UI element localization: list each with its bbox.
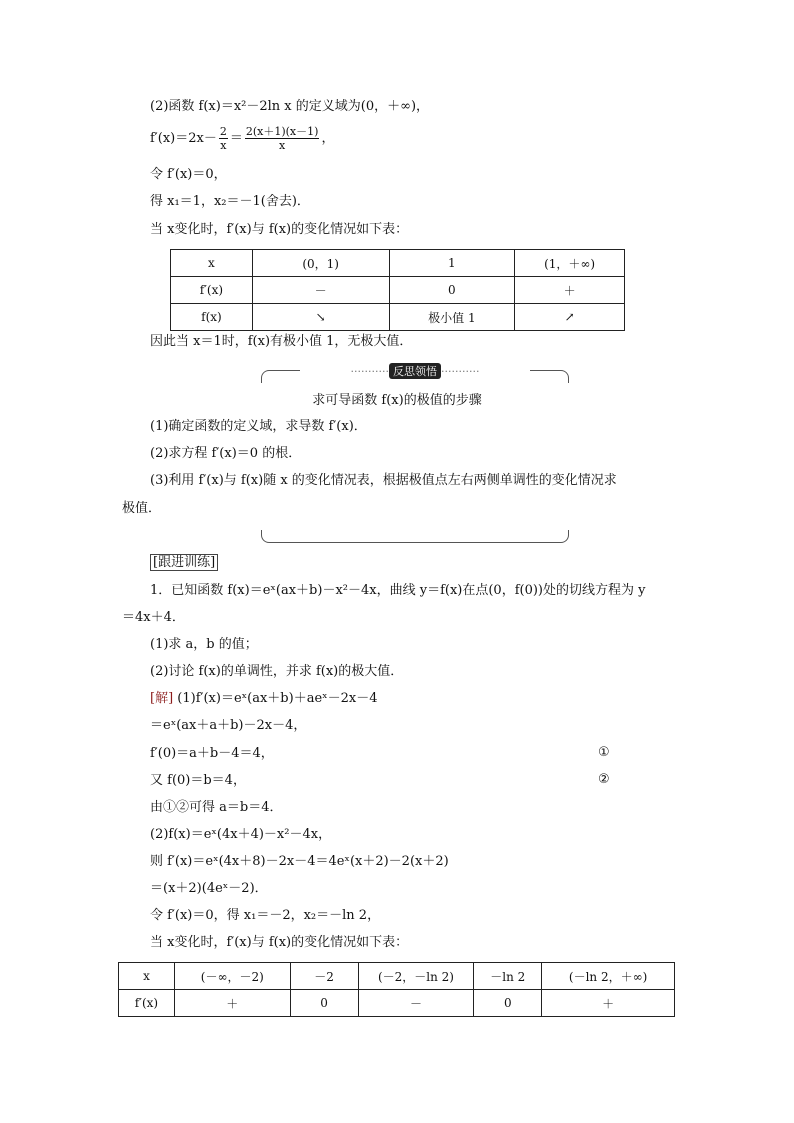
text-line: (2)函数 f(x)＝x²－2ln x 的定义域为(0，＋∞)， [150,99,430,114]
table-cell: x [119,963,175,990]
equation-number: ① [598,745,610,760]
reflection-title: 求可导函数 f(x)的极值的步骤 [312,393,482,408]
text-line: 极值． [122,501,162,516]
solution-line [150,690,378,708]
table-cell: －2 [290,963,358,990]
table-cell: (－ln 2，＋∞) [542,963,675,990]
variation-table-2 [118,962,675,1017]
table-cell: f′(x) [171,277,253,304]
text-line: 因此当 x＝1时，f(x)有极小值 1，无极大值． [150,334,413,349]
text-line: 令 f′(x)＝0， [150,167,227,182]
table-row [119,990,675,1017]
text-line: 得 x₁＝1，x₂＝－1(舍去)． [150,194,310,209]
table-cell: － [358,990,474,1017]
text-line: ＝4x＋4． [122,610,185,625]
variation-table-1 [170,249,625,331]
section-header-label: [跟进训练] [150,554,218,571]
table-cell: 0 [290,990,358,1017]
derivative-prefix: f′(x)＝2x－ [150,131,217,146]
fraction-denominator: x [279,139,286,152]
text-line: (2)求方程 f′(x)＝0 的根． [150,446,302,461]
text-line: (1)求 a，b 的值； [150,637,258,652]
table-cell: (0，1) [252,250,389,277]
table-row [171,250,625,277]
text-line: 则 f′(x)＝eˣ(4x＋8)－2x－4＝4eˣ(x＋2)－2(x＋2) [150,854,449,869]
table-cell: (－∞，－2) [174,963,290,990]
fraction [245,125,320,152]
table-cell: ↗ [515,304,625,331]
text-line: ＝(x＋2)(4eˣ－2)． [150,881,268,896]
text-line: (3)利用 f′(x)与 f(x)随 x 的变化情况表，根据极值点左右两侧单调性的变化情况求 [150,473,617,488]
text-line: f′(0)＝a＋b－4＝4， [150,746,274,761]
equation-number: ② [598,772,610,787]
text-line: 当 x变化时，f′(x)与 f(x)的变化情况如下表： [150,935,409,950]
solution-text: (1)f′(x)＝eˣ(ax＋b)＋aeˣ－2x－4 [173,691,378,706]
text-line: (1)确定函数的定义域，求导数 f′(x)． [150,419,367,434]
table-cell: 0 [474,990,542,1017]
table-cell: 1 [389,250,515,277]
table-cell: 极小值 1 [389,304,515,331]
table-cell: － [252,277,389,304]
fraction [219,125,228,152]
reflection-frame-bottom [261,530,569,543]
text-line: 当 x变化时，f′(x)与 f(x)的变化情况如下表： [150,222,409,237]
text-line: 由①②可得 a＝b＝4． [150,800,283,815]
text-line: 又 f(0)＝b＝4， [150,773,246,788]
table-cell: ↘ [252,304,389,331]
dotted-rule: ··········· [350,365,389,378]
table-row [119,963,675,990]
table-cell: －ln 2 [474,963,542,990]
comma: ， [321,131,335,146]
equals-sign: ＝ [229,131,243,146]
derivative-line [150,124,334,154]
text-line: (2)讨论 f(x)的单调性，并求 f(x)的极大值． [150,664,404,679]
text-line: ＝eˣ(ax＋a＋b)－2x－4， [150,718,307,733]
fraction-numerator: 2 [219,125,227,138]
reflection-tag: 反思领悟 [389,363,441,379]
table-cell: (－2，－ln 2) [358,963,474,990]
table-cell: f′(x) [119,990,175,1017]
table-cell: 0 [389,277,515,304]
section-header [150,554,218,572]
text-line: 1．已知函数 f(x)＝eˣ(ax＋b)－x²－4x，曲线 y＝f(x)在点(0，f(0))处的切线方程为 y [150,583,646,598]
fraction-denominator: x [220,139,227,152]
text-line: 令 f′(x)＝0，得 x₁＝－2，x₂＝－ln 2， [150,908,381,923]
dotted-rule: ··········· [441,365,480,378]
table-cell: f(x) [171,304,253,331]
table-cell: ＋ [515,277,625,304]
reflection-label [300,363,530,379]
table-row [171,304,625,331]
table-row [171,277,625,304]
fraction-numerator: 2(x＋1)(x－1) [245,125,319,138]
solution-tag: [解] [150,691,174,706]
table-cell: ＋ [542,990,675,1017]
table-cell: x [171,250,253,277]
table-cell: (1，＋∞) [515,250,625,277]
text-line: (2)f(x)＝eˣ(4x＋4)－x²－4x， [150,827,332,842]
table-cell: ＋ [174,990,290,1017]
